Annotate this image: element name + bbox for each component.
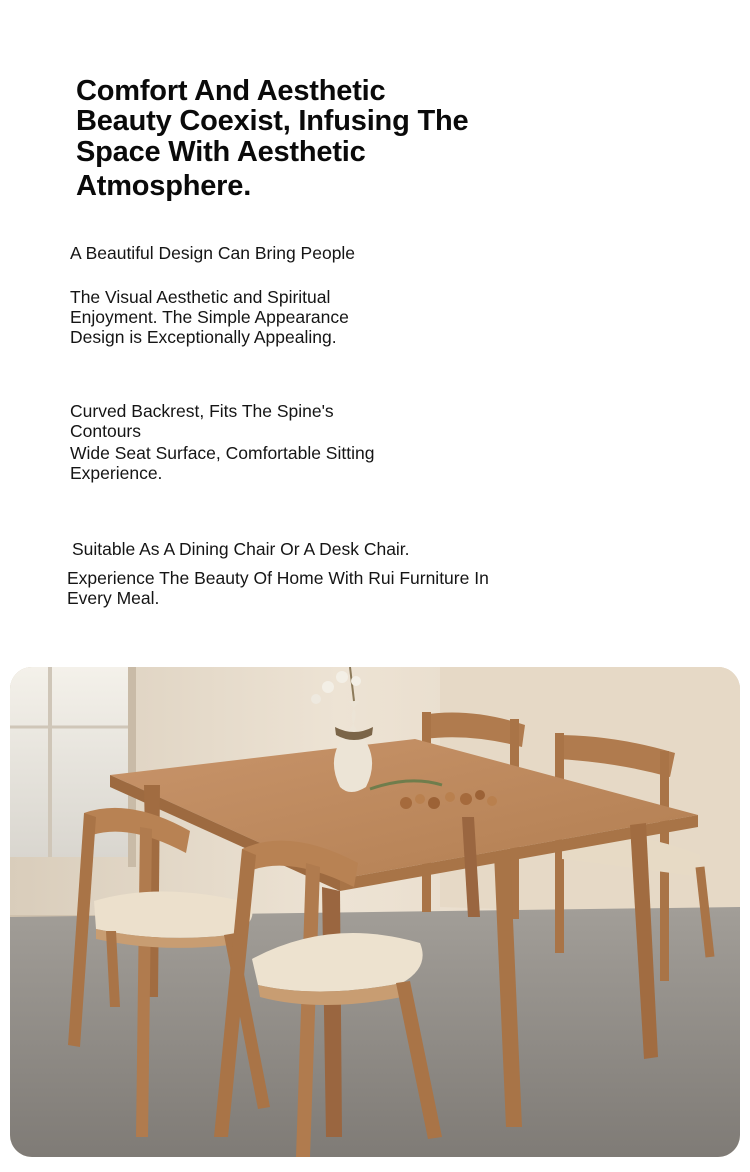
intro-text: A Beautiful Design Can Bring People <box>70 243 356 263</box>
aesthetic-text-line-1: The Visual Aesthetic and Spiritual <box>70 287 331 307</box>
aesthetic-text-line-3: Design is Exceptionally Appealing. <box>70 327 337 347</box>
closing-text <box>67 568 527 608</box>
seat-text-line-1: Wide Seat Surface, Comfortable Sitting <box>70 443 375 463</box>
seat-text-line-2: Experience. <box>70 463 163 483</box>
aesthetic-text <box>70 287 400 347</box>
backrest-text-line-1: Curved Backrest, Fits The Spine's <box>70 401 334 421</box>
backrest-text <box>70 401 410 441</box>
window <box>10 667 136 867</box>
seat-text <box>70 443 410 483</box>
product-photo <box>10 667 740 1157</box>
backrest-text-line-2: Contours <box>70 421 142 441</box>
aesthetic-text-line-2: Enjoyment. The Simple Appearance <box>70 307 349 327</box>
headline-line-2: Beauty Coexist, Infusing The <box>76 105 469 137</box>
usage-text: Suitable As A Dining Chair Or A Desk Chair. <box>72 539 410 559</box>
headline-line-1: Comfort And Aesthetic <box>76 75 386 107</box>
headline-line-4: Atmosphere. <box>76 170 252 202</box>
headline-line-3: Space With Aesthetic <box>76 136 366 168</box>
headline <box>76 74 526 203</box>
closing-text-line-2: Every Meal. <box>67 588 160 608</box>
closing-text-line-1: Experience The Beauty Of Home With Rui Furniture In <box>67 568 489 588</box>
dining-set-illustration <box>10 667 740 1157</box>
